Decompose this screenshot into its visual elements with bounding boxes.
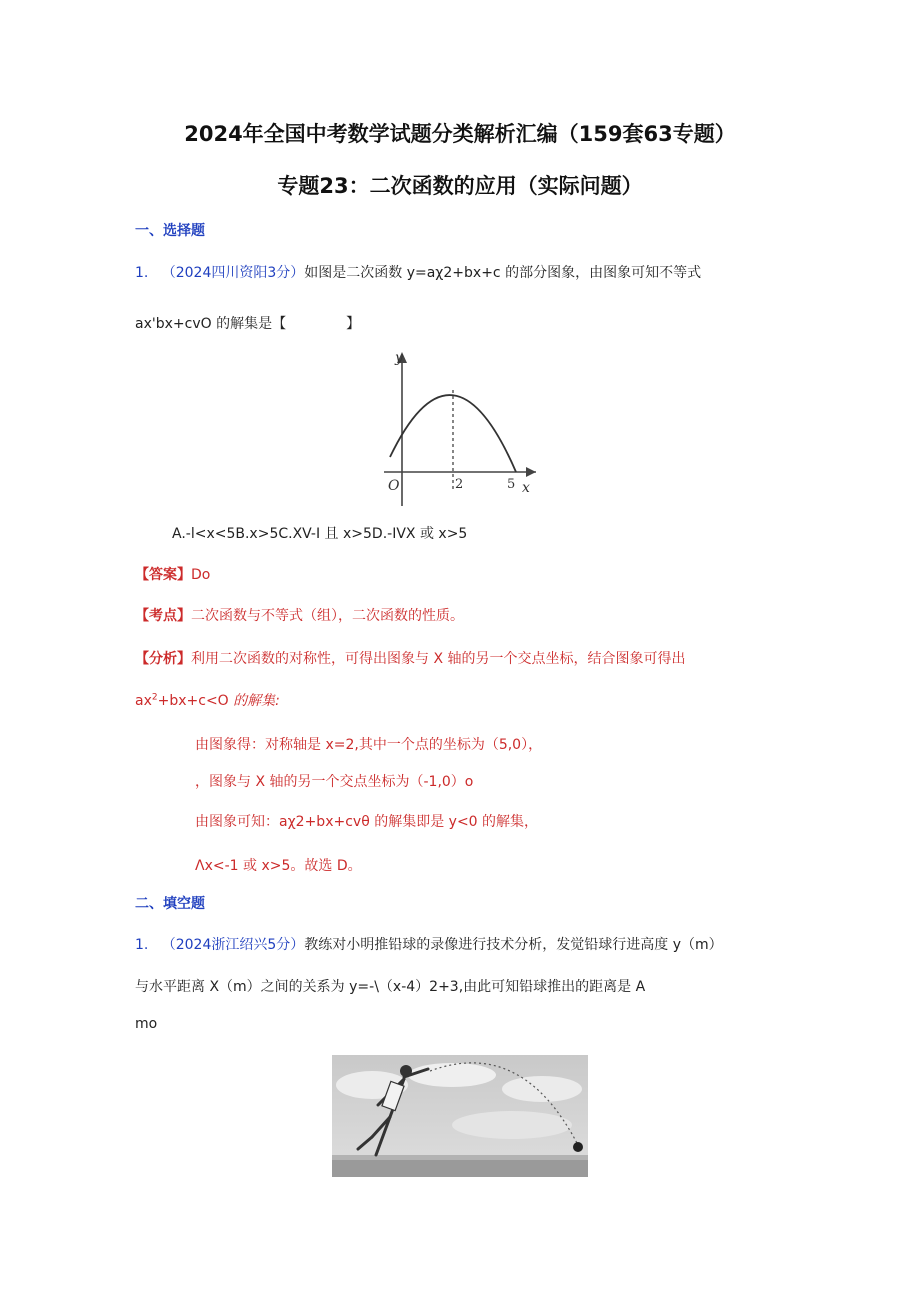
question-2-line-3: mo <box>135 1016 158 1032</box>
origin-label: O <box>388 478 400 494</box>
fenxi-line-2 <box>135 690 280 710</box>
fenxi-tag: 【分析】 <box>135 651 191 667</box>
section-heading-fill: 二、填空题 <box>135 896 205 912</box>
shot-put-photo <box>332 1055 588 1177</box>
athlete-head <box>400 1065 412 1077</box>
parabola-graph <box>378 346 543 511</box>
question-text: 教练对小明推铅球的录像进行技术分析，发觉铅球行进高度 y（m） <box>304 937 723 953</box>
question-2-line-1 <box>135 934 723 954</box>
y-label: y <box>395 350 403 366</box>
fenxi-step-1: 由图象得：对称轴是 x=2,其中一个点的坐标为（5,0）， <box>195 737 543 753</box>
answer-line <box>135 564 210 584</box>
fenxi-text: 利用二次函数的对称性，可得出图象与 X 轴的另一个交点坐标，结合图象可得出 <box>191 651 686 667</box>
question-source: （2024四川资阳3分） <box>161 265 305 281</box>
question-number: 1. <box>135 265 149 281</box>
kaodian-tag: 【考点】 <box>135 608 191 624</box>
question-text: 如图是二次函数 y=aχ2+bx+c 的部分图象，由图象可知不等式 <box>304 265 702 281</box>
expr-b: +bx+c<O <box>157 693 229 709</box>
fenxi-step-3: 由图象可知：aχ2+bx+cvθ 的解集即是 y<0 的解集， <box>195 814 539 830</box>
x-axis-arrow <box>526 467 536 477</box>
ground-edge <box>332 1155 588 1160</box>
expr-sup: 2 <box>151 692 158 703</box>
question-1-line-2 <box>135 313 360 333</box>
question-1-line-1 <box>135 262 701 282</box>
question-2-line-2: 与水平距离 X（m）之间的关系为 y=-\（x-4）2+3,由此可知铅球推出的距离是 A <box>135 979 646 995</box>
question-number: 1. <box>135 937 149 953</box>
kaodian-line <box>135 605 464 625</box>
tick-label-2: 2 <box>455 477 464 492</box>
kaodian-text: 二次函数与不等式（组），二次函数的性质。 <box>191 608 464 624</box>
fenxi-line <box>135 648 686 668</box>
document-subtitle: 专题23：二次函数的应用（实际问题） <box>277 174 643 198</box>
cloud <box>408 1063 496 1087</box>
x-label: x <box>522 480 530 496</box>
cloud <box>452 1111 572 1139</box>
question-1-options: A.-l<x<5B.x>5C.XV-I 且 x>5D.-IVX 或 x>5 <box>172 526 468 542</box>
fenxi-step-4: Λx<-1 或 x>5。故选 D。 <box>195 858 362 874</box>
tick-label-5: 5 <box>507 477 516 492</box>
expr-c: 的解集: <box>228 693 280 709</box>
section-heading-choice: 一、选择题 <box>135 223 205 239</box>
ground <box>332 1159 588 1177</box>
fenxi-step-2: ，图象与 X 轴的另一个交点坐标为（-1,0）o <box>195 774 474 790</box>
document-title: 2024年全国中考数学试题分类解析汇编（159套63专题） <box>184 122 736 146</box>
expr-a: ax <box>135 693 152 709</box>
shot-put-ball <box>573 1142 583 1152</box>
bracket-close: 】 <box>346 316 361 332</box>
cloud <box>502 1076 582 1102</box>
answer-text: Do <box>191 567 211 583</box>
answer-tag: 【答案】 <box>135 567 191 583</box>
question-text-cont: ax'bx+cvO 的解集是【 <box>135 316 287 332</box>
question-source: （2024浙江绍兴5分） <box>161 937 305 953</box>
